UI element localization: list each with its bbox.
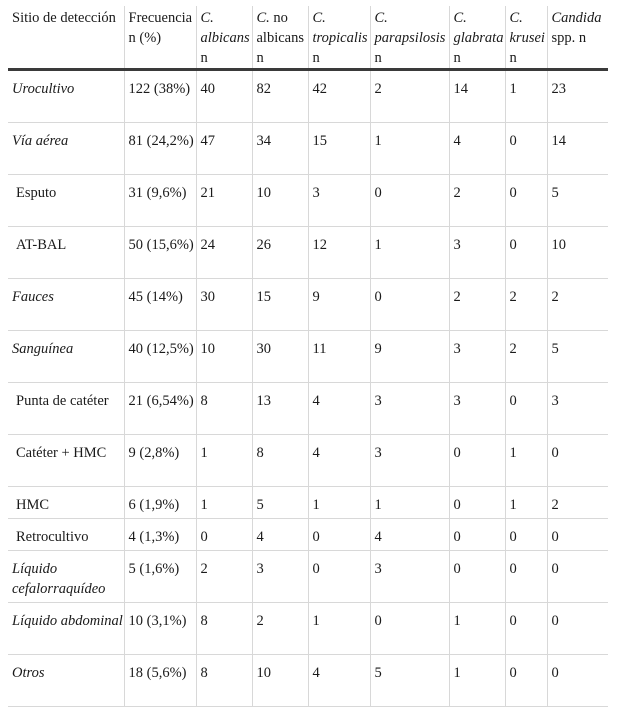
count-cell: 5 [547, 175, 608, 227]
table-row [8, 123, 608, 175]
count-cell: 4 [308, 435, 370, 487]
count-cell: 0 [547, 655, 608, 707]
table-row [8, 383, 608, 435]
site-cell: Líquido abdominal [8, 603, 124, 655]
table-row [8, 551, 608, 603]
count-cell: 14 [449, 70, 505, 123]
table-row [8, 175, 608, 227]
count-cell: 8 [196, 655, 252, 707]
count-cell: 0 [505, 655, 547, 707]
count-cell: 47 [196, 123, 252, 175]
site-cell: Esputo [8, 175, 124, 227]
count-cell: 9 [308, 279, 370, 331]
site-cell: Urocultivo [8, 70, 124, 123]
count-cell: 3 [449, 383, 505, 435]
count-cell: 2 [196, 551, 252, 603]
column-header-italic: C. glabrata [453, 10, 504, 46]
count-cell: 8 [196, 383, 252, 435]
count-cell: 14 [547, 123, 608, 175]
table-row [8, 487, 608, 519]
count-cell: 3 [370, 551, 449, 603]
site-cell: Vía aérea [8, 123, 124, 175]
count-cell: 0 [505, 227, 547, 279]
site-cell: Líquido cefalorraquídeo [8, 551, 124, 603]
count-cell: 1 [370, 227, 449, 279]
table-row [8, 70, 608, 123]
count-cell: 0 [505, 383, 547, 435]
column-header-text: n [312, 50, 320, 66]
count-cell: 0 [505, 123, 547, 175]
frequency-cell: 9 (2,8%) [124, 435, 196, 487]
column-header-4 [308, 6, 370, 70]
header-row [8, 6, 608, 70]
column-header-text: n [453, 50, 461, 66]
count-cell: 0 [370, 603, 449, 655]
table-body [8, 70, 608, 707]
count-cell: 4 [308, 655, 370, 707]
frequency-cell: 6 (1,9%) [124, 487, 196, 519]
count-cell: 10 [547, 227, 608, 279]
count-cell: 12 [308, 227, 370, 279]
site-cell: Retrocultivo [8, 519, 124, 551]
count-cell: 2 [449, 279, 505, 331]
count-cell: 3 [308, 175, 370, 227]
count-cell: 34 [252, 123, 308, 175]
count-cell: 2 [252, 603, 308, 655]
count-cell: 0 [547, 519, 608, 551]
frequency-cell: 4 (1,3%) [124, 519, 196, 551]
count-cell: 2 [547, 279, 608, 331]
table-row [8, 435, 608, 487]
count-cell: 2 [505, 279, 547, 331]
frequency-cell: 31 (9,6%) [124, 175, 196, 227]
count-cell: 0 [449, 435, 505, 487]
count-cell: 0 [370, 279, 449, 331]
column-header-italic: Candida [551, 10, 602, 26]
count-cell: 42 [308, 70, 370, 123]
count-cell: 1 [370, 487, 449, 519]
count-cell: 4 [308, 383, 370, 435]
site-cell: AT-BAL [8, 227, 124, 279]
frequency-cell: 122 (38%) [124, 70, 196, 123]
count-cell: 1 [505, 487, 547, 519]
count-cell: 15 [252, 279, 308, 331]
column-header-text: no albicans n [256, 10, 305, 66]
site-cell: HMC [8, 487, 124, 519]
count-cell: 0 [196, 519, 252, 551]
count-cell: 0 [308, 519, 370, 551]
column-header-text: n [509, 50, 517, 66]
frequency-cell: 40 (12,5%) [124, 331, 196, 383]
count-cell: 5 [370, 655, 449, 707]
site-cell: Punta de catéter [8, 383, 124, 435]
count-cell: 2 [505, 331, 547, 383]
count-cell: 0 [449, 519, 505, 551]
count-cell: 3 [370, 435, 449, 487]
count-cell: 24 [196, 227, 252, 279]
frequency-cell: 45 (14%) [124, 279, 196, 331]
count-cell: 0 [308, 551, 370, 603]
count-cell: 0 [547, 435, 608, 487]
column-header-8 [547, 6, 608, 70]
table-row [8, 603, 608, 655]
candida-detection-table [8, 6, 608, 707]
count-cell: 1 [505, 70, 547, 123]
count-cell: 2 [449, 175, 505, 227]
table-row [8, 331, 608, 383]
count-cell: 0 [505, 551, 547, 603]
count-cell: 1 [505, 435, 547, 487]
count-cell: 15 [308, 123, 370, 175]
column-header-italic: C. albicans [200, 10, 250, 46]
count-cell: 1 [308, 487, 370, 519]
count-cell: 11 [308, 331, 370, 383]
count-cell: 0 [449, 551, 505, 603]
count-cell: 8 [252, 435, 308, 487]
count-cell: 0 [449, 487, 505, 519]
count-cell: 1 [308, 603, 370, 655]
count-cell: 3 [449, 331, 505, 383]
frequency-cell: 10 (3,1%) [124, 603, 196, 655]
count-cell: 5 [547, 331, 608, 383]
count-cell: 1 [370, 123, 449, 175]
count-cell: 1 [449, 655, 505, 707]
table-header [8, 6, 608, 70]
column-header-7 [505, 6, 547, 70]
column-header-text: Sitio de detección [12, 10, 116, 26]
count-cell: 0 [370, 175, 449, 227]
count-cell: 3 [370, 383, 449, 435]
count-cell: 3 [449, 227, 505, 279]
column-header-italic: C. tropicalis [312, 10, 368, 46]
column-header-italic: C. krusei [509, 10, 545, 46]
count-cell: 0 [505, 603, 547, 655]
count-cell: 0 [505, 175, 547, 227]
count-cell: 10 [196, 331, 252, 383]
count-cell: 4 [252, 519, 308, 551]
frequency-cell: 5 (1,6%) [124, 551, 196, 603]
count-cell: 23 [547, 70, 608, 123]
count-cell: 13 [252, 383, 308, 435]
count-cell: 0 [547, 603, 608, 655]
count-cell: 9 [370, 331, 449, 383]
count-cell: 1 [449, 603, 505, 655]
site-cell: Otros [8, 655, 124, 707]
table-row [8, 227, 608, 279]
count-cell: 82 [252, 70, 308, 123]
count-cell: 21 [196, 175, 252, 227]
count-cell: 10 [252, 655, 308, 707]
count-cell: 1 [196, 435, 252, 487]
column-header-3 [252, 6, 308, 70]
column-header-text: n [374, 50, 382, 66]
count-cell: 8 [196, 603, 252, 655]
count-cell: 30 [196, 279, 252, 331]
column-header-5 [370, 6, 449, 70]
count-cell: 26 [252, 227, 308, 279]
column-header-italic: C. parapsilosis [374, 10, 446, 46]
count-cell: 2 [370, 70, 449, 123]
frequency-cell: 18 (5,6%) [124, 655, 196, 707]
count-cell: 2 [547, 487, 608, 519]
count-cell: 4 [449, 123, 505, 175]
count-cell: 3 [252, 551, 308, 603]
count-cell: 40 [196, 70, 252, 123]
count-cell: 30 [252, 331, 308, 383]
column-header-6 [449, 6, 505, 70]
column-header-0 [8, 6, 124, 70]
column-header-italic: C. [256, 10, 270, 26]
table-row [8, 279, 608, 331]
column-header-2 [196, 6, 252, 70]
count-cell: 1 [196, 487, 252, 519]
column-header-1 [124, 6, 196, 70]
count-cell: 10 [252, 175, 308, 227]
frequency-cell: 21 (6,54%) [124, 383, 196, 435]
site-cell: Catéter + HMC [8, 435, 124, 487]
column-header-text: n [200, 50, 208, 66]
count-cell: 0 [505, 519, 547, 551]
site-cell: Sanguínea [8, 331, 124, 383]
count-cell: 4 [370, 519, 449, 551]
frequency-cell: 50 (15,6%) [124, 227, 196, 279]
column-header-text: Frecuencia n (%) [128, 10, 193, 46]
count-cell: 0 [547, 551, 608, 603]
frequency-cell: 81 (24,2%) [124, 123, 196, 175]
column-header-text: spp. n [551, 30, 587, 46]
count-cell: 5 [252, 487, 308, 519]
table-row [8, 519, 608, 551]
count-cell: 3 [547, 383, 608, 435]
site-cell: Fauces [8, 279, 124, 331]
